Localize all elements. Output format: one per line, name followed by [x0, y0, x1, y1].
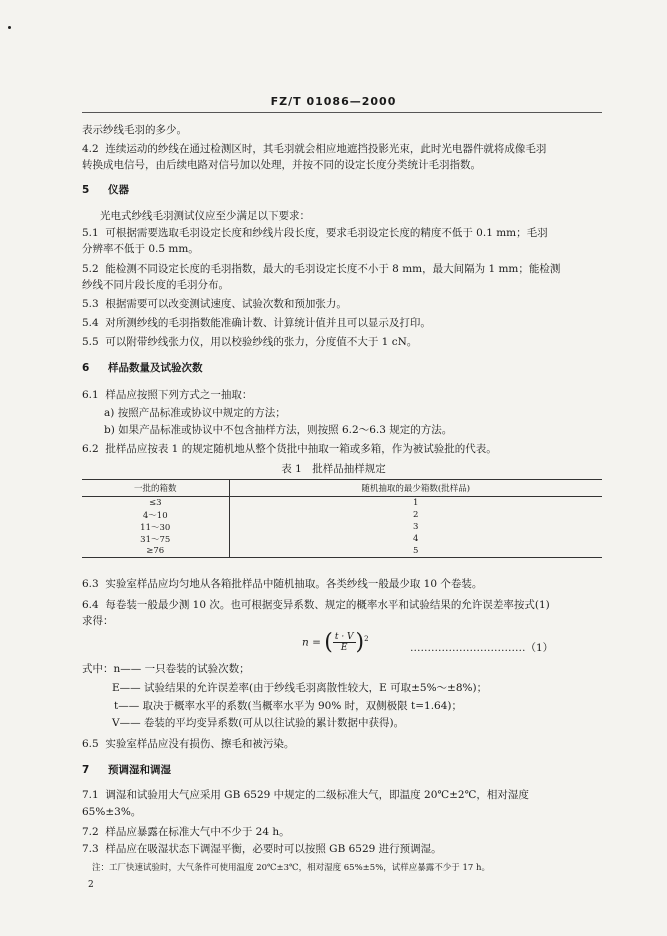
clause-4-2: 4.2 连续运动的纱线在通过检测区时，其毛羽就会相应地遮挡投影光束，此时光电器件就将成像毛羽 [82, 143, 547, 155]
clause-5-2: 5.2 能检测不同设定长度的毛羽指数，最大的毛羽设定长度不小于 8 mm，最大间隔为 1 mm；能检测 [82, 263, 561, 275]
text-line: 分辨率不低于 0.5 mm。 [82, 243, 199, 255]
clause-5-1: 5.1 可根据需要选取毛羽设定长度和纱线片段长度，要求毛羽设定长度的精度不低于 0.1 mm；毛羽 [82, 227, 548, 239]
table-cell: 31～75 [140, 535, 171, 545]
table-cell: ≥76 [146, 546, 165, 556]
table-cell: ≤3 [148, 498, 162, 508]
text-line: 求得： [82, 615, 114, 627]
equation-number: ……………………………（1） [410, 642, 554, 654]
table-cell: 5 [229, 545, 602, 558]
table-cell: 1 [229, 497, 602, 510]
symbol-def-e: E—— 试验结果的允许误差率(由于纱线毛羽离散性较大，E 可取±5%～±8%)； [112, 682, 488, 694]
symbol-def-n: 式中：n—— 一只卷装的试验次数； [82, 663, 250, 675]
list-item-b: b) 如果产品标准或协议中不包含抽样方法，则按照 6.2～6.3 规定的方法。 [104, 424, 453, 436]
text-line: 65%±3%。 [82, 806, 142, 818]
table-cell: 11～30 [140, 523, 171, 533]
clause-7-3: 7.3 样品应在吸湿状态下调湿平衡，必要时可以按照 GB 6529 进行预调湿。 [82, 843, 442, 855]
section-heading-5: 5 仪器 [82, 184, 129, 196]
symbol-def-v: V—— 卷装的平均变异系数(可从以往试验的累计数据中获得)。 [112, 717, 405, 729]
list-item-a: a) 按照产品标准或协议中规定的方法； [104, 407, 286, 419]
table-caption: 表 1 批样品抽样规定 [281, 463, 386, 475]
page-number: 2 [88, 880, 94, 890]
text-line: 纱线不同片段长度的毛羽分布。 [82, 279, 229, 291]
section-heading-6: 6 样品数量及试验次数 [82, 362, 203, 374]
clause-5-4: 5.4 对所测纱线的毛羽指数能准确计数、计算统计值并且可以显示及打印。 [82, 317, 431, 329]
formula-numerator: t · V [334, 632, 354, 642]
table-row [82, 521, 602, 533]
section-heading-7: 7 预调湿和调湿 [82, 764, 171, 776]
table-header-row [82, 480, 602, 497]
formula-exponent: 2 [364, 635, 369, 643]
formula-1: n = ( $\frac{t \cdot V}{E}$ )$^2$ [302, 630, 369, 655]
table-row [82, 545, 602, 558]
formula-lhs: n = [302, 636, 325, 649]
clause-6-3: 6.3 实验室样品应均匀地从各箱批样品中随机抽取。各类纱线一般最少取 10 个卷装。 [82, 578, 483, 590]
formula-denominator: E [340, 643, 348, 653]
table-header-cell: 随机抽取的最少箱数(批样品) [229, 480, 602, 497]
table-cell: 3 [229, 521, 602, 533]
text-line: 表示纱线毛羽的多少。 [82, 124, 187, 136]
text-line: 光电式纱线毛羽测试仪应至少满足以下要求： [100, 210, 310, 222]
table-cell: 4 [229, 533, 602, 545]
clause-5-5: 5.5 可以附带纱线张力仪，用以校验纱线的张力，分度值不大于 1 cN。 [82, 336, 418, 348]
scan-speck [8, 26, 11, 29]
table-cell: 2 [229, 509, 602, 521]
page-header: FZ/T 01086—2000 [270, 95, 397, 108]
clause-5-3: 5.3 根据需要可以改变测试速度、试验次数和预加张力。 [82, 298, 347, 310]
clause-7-1: 7.1 调湿和试验用大气应采用 GB 6529 中规定的二级标准大气，即温度 20℃±2℃，相对湿度 [82, 789, 529, 801]
symbol-def-t: t—— 取决于概率水平的系数(当概率水平为 90% 时，双侧极限 t=1.64)； [114, 700, 462, 712]
footnote: 注：工厂快速试验时，大气条件可使用温度 20℃±3℃，相对湿度 65%±5%，试样应暴露不少于 17 h。 [92, 863, 490, 873]
table-row [82, 497, 602, 510]
table-row [82, 509, 602, 521]
table-cell: 4～10 [142, 511, 168, 521]
clause-6-4: 6.4 每卷装一般最少测 10 次。也可根据变异系数、规定的概率水平和试验结果的允许误差率按式(1) [82, 599, 550, 611]
clause-6-1: 6.1 样品应按照下列方式之一抽取： [82, 389, 253, 401]
table-row [82, 533, 602, 545]
header-rule [82, 112, 602, 113]
table-header-cell: 一批的箱数 [133, 484, 177, 494]
sampling-table [82, 479, 602, 558]
clause-6-2: 6.2 批样品应按表 1 的规定随机地从整个货批中抽取一箱或多箱，作为被试验批的代表。 [82, 443, 497, 455]
clause-6-5: 6.5 实验室样品应没有损伤、擦毛和被污染。 [82, 738, 295, 750]
text-line: 转换成电信号，由后续电路对信号加以处理，并按不同的设定长度分类统计毛羽指数。 [82, 159, 481, 171]
clause-7-2: 7.2 样品应暴露在标准大气中不少于 24 h。 [82, 826, 290, 838]
